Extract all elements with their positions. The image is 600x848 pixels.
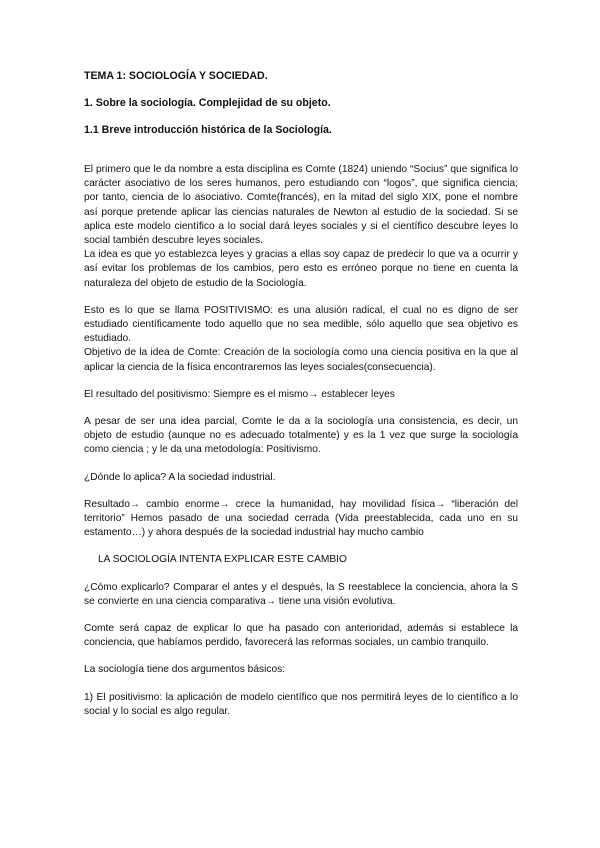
document-body (84, 70, 518, 719)
paragraph-dos-argumentos: La sociología tiene dos argumentos básicos: (84, 664, 286, 676)
paragraph-argumento-positivismo: 1) El positivismo: la aplicación de modelo científico que nos permitirá leyes de lo científico a lo social y lo social es algo regular. (84, 691, 518, 717)
subsection-heading: 1.1 Breve introducción histórica de la Sociología. (84, 124, 332, 136)
document-title: TEMA 1: SOCIOLOGÍA Y SOCIEDAD. (84, 70, 268, 82)
paragraph-positivismo: Esto es lo que se llama POSITIVISMO: es una alusión radical, el cual no es digno de ser estudiado científicamente todo aquello que no sea medible, sólo aquello que sea objetivo es estudiado. (84, 304, 518, 345)
paragraph-idea-leyes: La idea es que yo establezca leyes y gracias a ellas soy capaz de predecir lo que va a ocurrir y así evitar los problemas de los cambios, pero esto es erróneo porque no tiene en cuenta la naturaleza del objeto de estudio de la Sociología. (84, 249, 518, 289)
paragraph-comte-intro: El primero que le da nombre a esta disciplina es Comte (1824) uniendo “Socius” que significa lo carácter asociativo de los seres humanos, pero estudiando con “logos”, que significa ciencia; por tanto, ciencia de lo asociativo. Comte(francés), en la mitad del siglo XIX, pone el nombre así porque pretende aplicar las ciencias naturales de Newton al estudio de la sociedad. Si se aplica este modelo científico a lo social dará leyes sociales y si el científico descubre leyes lo social también descubre leyes sociales. (84, 164, 518, 247)
paragraph-comte-explicar: Comte será capaz de explicar lo que ha pasado con anterioridad, además si establece la conciencia, que habíamos perdido, favorecerá las reformas sociales, un cambio tranquilo. (84, 623, 518, 649)
paragraph-como-explicarlo: ¿Cómo explicarlo? Comparar el antes y el después, la S reestablece la conciencia, ahora la S se convierte en una ciencia comparativa→ tiene una visión evolutiva. (84, 581, 518, 607)
paragraph-resultado-positivismo: El resultado del positivismo: Siempre es el mismo→ establecer leyes (84, 388, 395, 400)
paragraph-donde-aplica: ¿Dónde lo aplica? A la sociedad industrial. (84, 471, 276, 483)
paragraph-objetivo-comte: Objetivo de la idea de Comte: Creación de la sociología como una ciencia positiva en la que al aplicar la ciencia de la física encontraremos las leyes sociales(consecuencia). (84, 347, 518, 373)
paragraph-sociologia-explica: LA SOCIOLOGÍA INTENTA EXPLICAR ESTE CAMBIO (98, 554, 347, 566)
section-heading: 1. Sobre la sociología. Complejidad de su objeto. (84, 97, 331, 109)
paragraph-resultado-cambio: Resultado→ cambio enorme→ crece la humanidad, hay movilidad física→ “liberación del territorio” Hemos pasado de una sociedad cerrada (Vida preestablecida, cada uno en su estamento…) y ahora después de la sociedad industrial hay mucho cambio (84, 498, 518, 539)
paragraph-idea-parcial: A pesar de ser una idea parcial, Comte le da a la sociología una consistencia, es decir, un objeto de estudio (aunque no es adecuado totalmente) y es la 1 vez que surge la sociología como ciencia ; y le da una metodología: Positivismo. (84, 416, 518, 456)
